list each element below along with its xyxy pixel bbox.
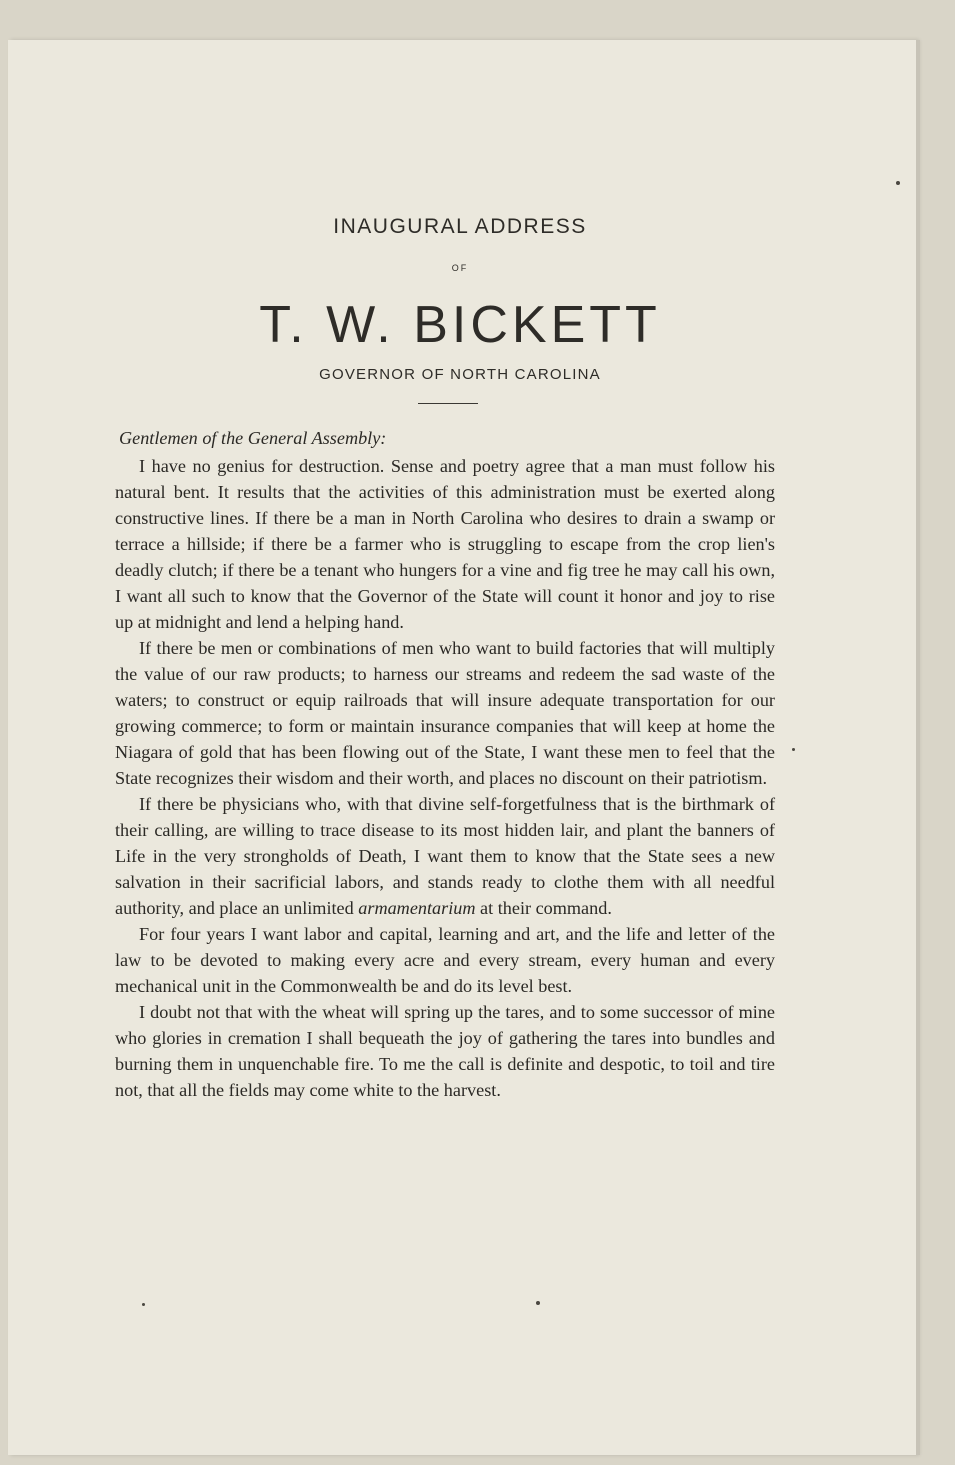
address-body <box>115 425 775 1103</box>
paragraph-1: I have no genius for destruction. Sense and poetry agree that a man must follow his natural bent. It results that the activities of this administration must be exerted along constructive lines. If there be a man in North Carolina who desires to drain a swamp or terrace a hillside; if there be a farmer who is struggling to escape from the crop lien's deadly clutch; if there be a tenant who hungers for a vine and fig tree he may call his own, I want all such to know that the Governor of the State will count it honor and joy to rise up at midnight and lend a helping hand. <box>115 456 775 632</box>
paragraph-2: If there be men or combinations of men who want to build factories that will multiply the value of our raw products; to harness our streams and redeem the sad waste of the waters; to construct or equip railroads that will insure adequate transportation for our growing commerce; to form or maintain insurance companies that will keep at home the Niagara of gold that has been flowing out of the State, I want these men to feel that the State recognizes their wisdom and their worth, and places no discount on their patriotism. <box>115 638 775 788</box>
paper-speck <box>896 181 900 185</box>
document-page <box>8 40 916 1455</box>
paragraph-3-text-b: at their command. <box>475 898 612 918</box>
paper-speck <box>142 1303 145 1306</box>
salutation: Gentlemen of the General Assembly: <box>119 428 387 448</box>
governor-subtitle: GOVERNOR OF NORTH CAROLINA <box>319 366 601 383</box>
governor-name: T. W. BICKETT <box>259 296 661 354</box>
paragraph-3-text-a: If there be physicians who, with that divine self-forgetfulness that is the birthmark of their calling, are willing to trace disease to its most hidden lair, and plant the banners of Life in the very strongholds of Death, I want them to know that the State sees a new salvation in their sacrificial labors, and stands ready to clothe them with all needful authority, and place an unlimited <box>115 794 775 918</box>
document-title: INAUGURAL ADDRESS <box>333 215 587 238</box>
divider-rule <box>418 403 478 404</box>
paragraph-5: I doubt not that with the wheat will spring up the tares, and to some successor of mine who glories in cremation I shall bequeath the joy of gathering the tares into bundles and burning them in unquenchable fire. To me the call is definite and despotic, to toil and tire not, that all the fields may come white to the harvest. <box>115 1002 775 1100</box>
paragraph-3-italic: armamentarium <box>358 898 476 918</box>
paragraph-3 <box>115 791 775 921</box>
paper-speck <box>536 1301 540 1305</box>
paper-speck <box>792 748 795 751</box>
title-connector: OF <box>451 263 469 273</box>
paragraph-4: For four years I want labor and capital, learning and art, and the life and letter of the law to be devoted to making every acre and every stream, every human and every mechanical unit in the Commonwealth be and do its level best. <box>115 924 775 996</box>
